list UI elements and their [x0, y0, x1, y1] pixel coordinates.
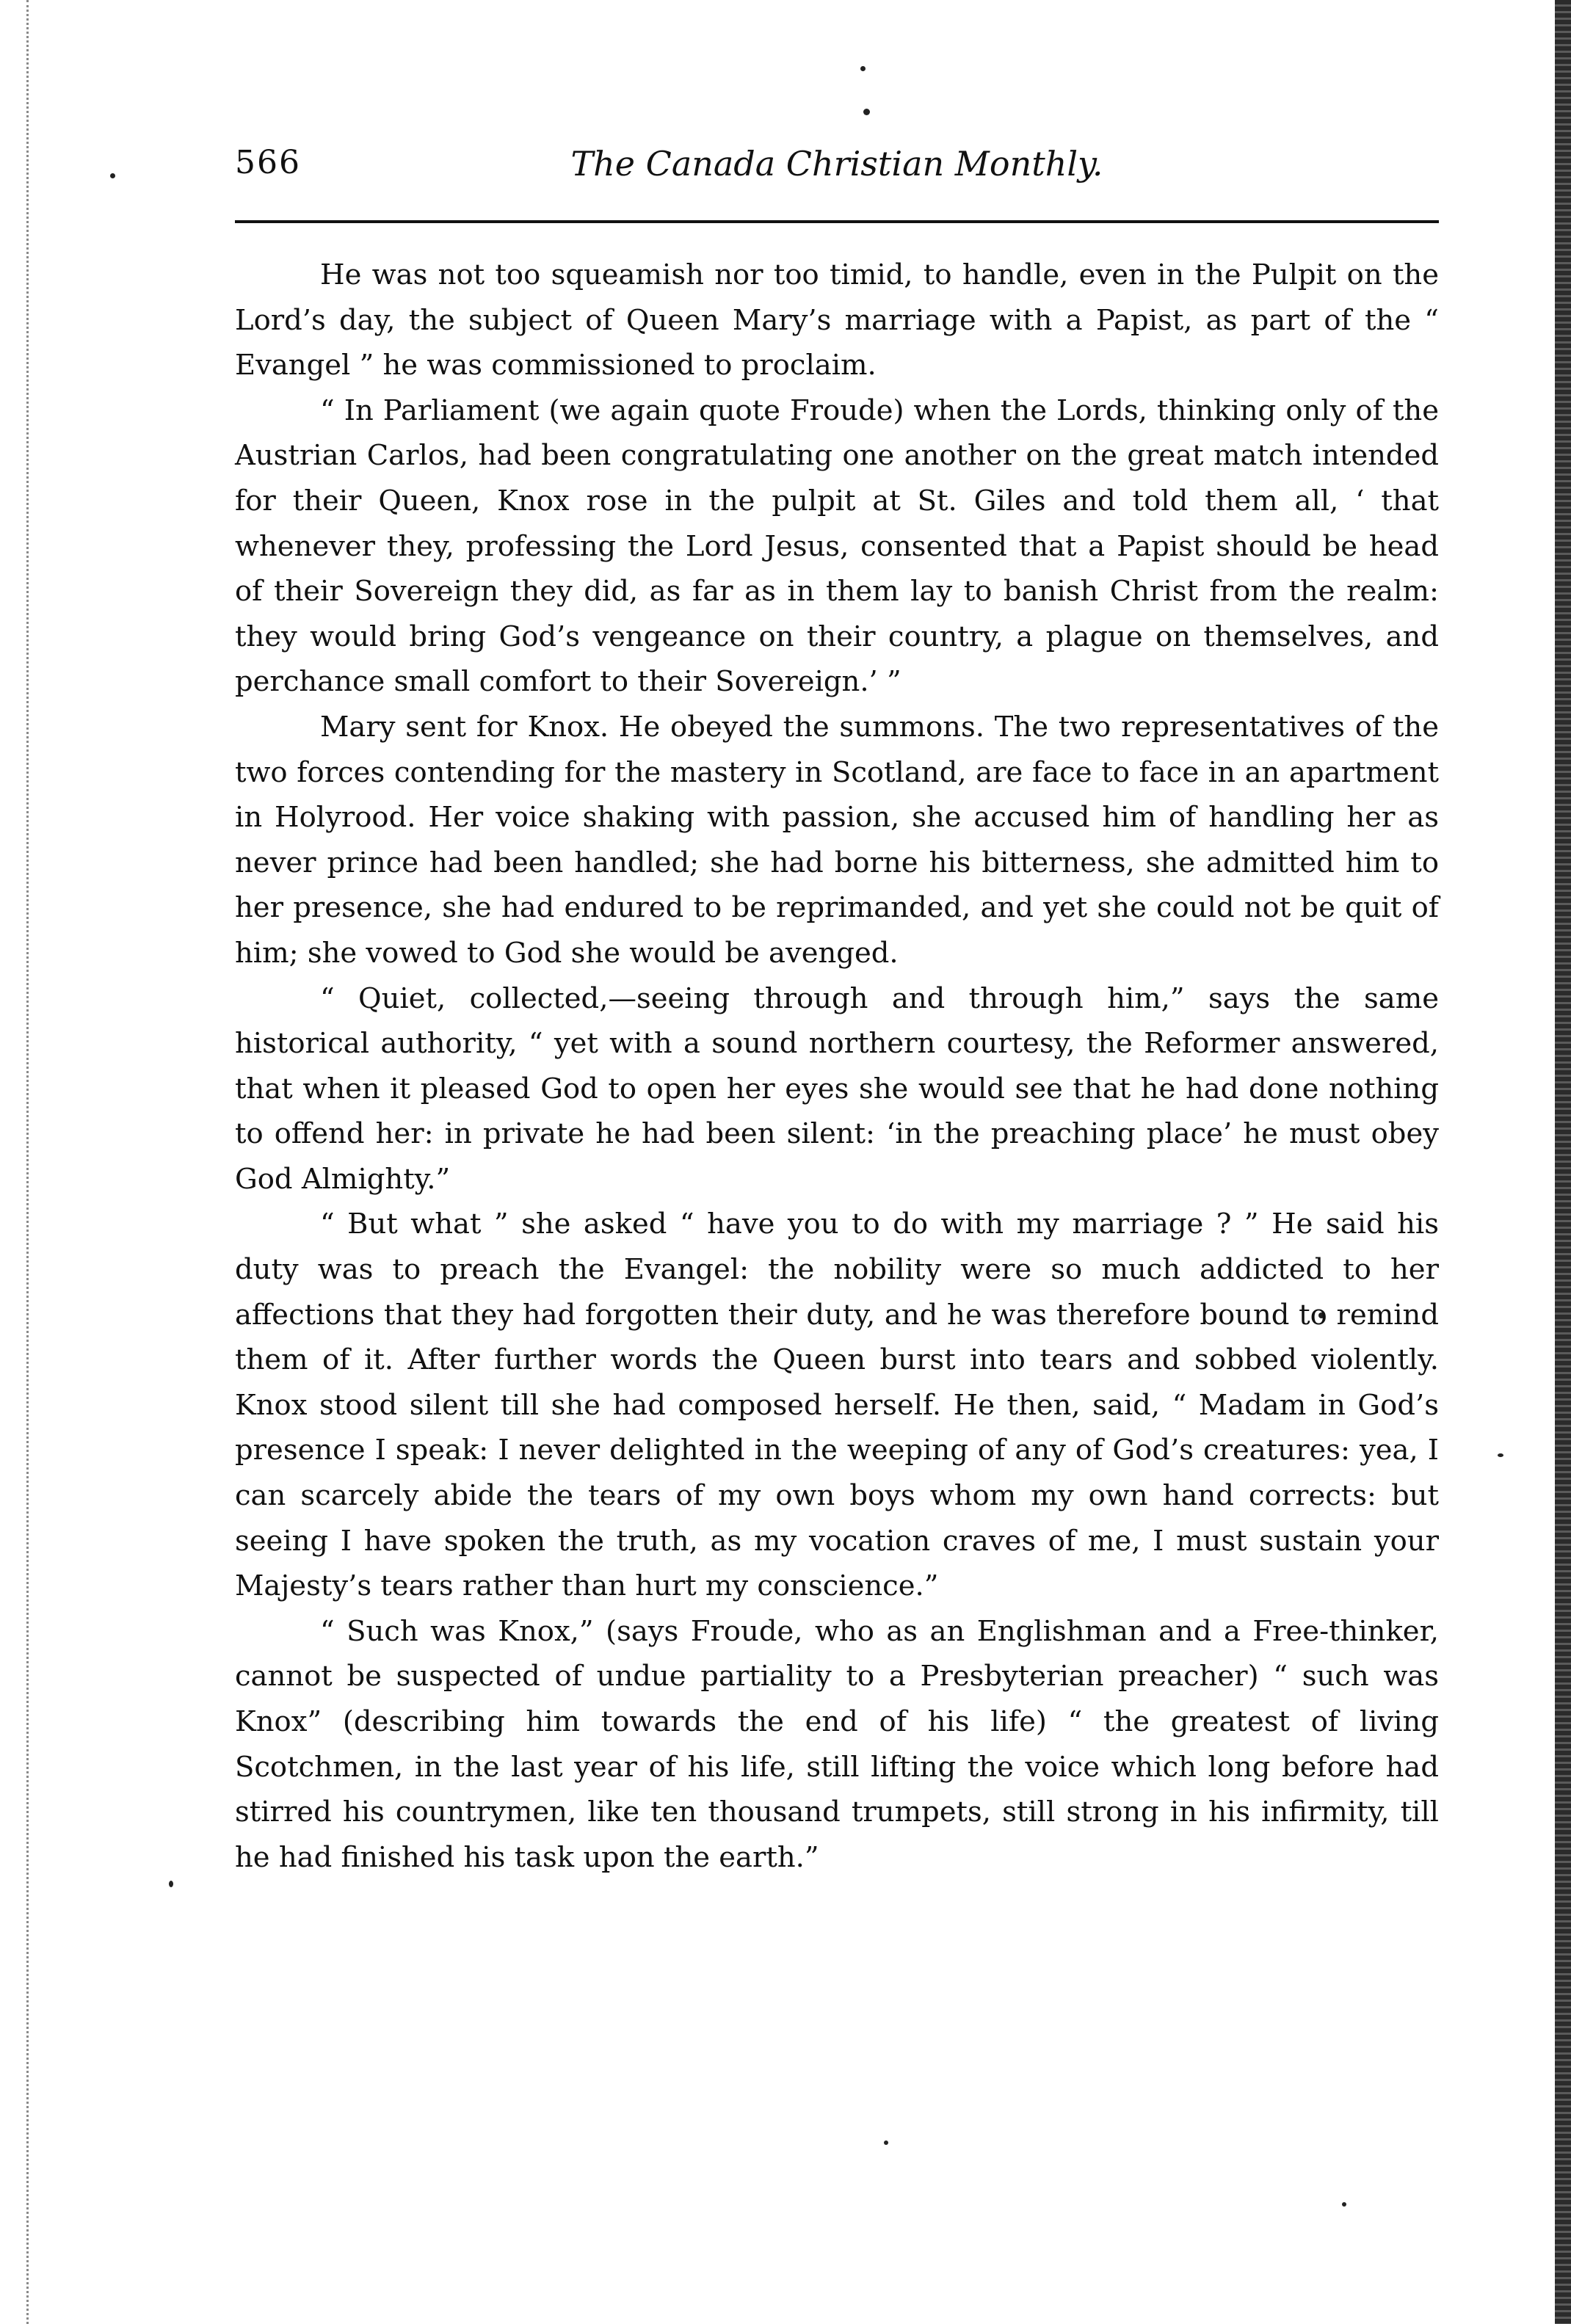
- page-number: 566: [235, 144, 301, 181]
- paragraph: “ In Parliament (we again quote Froude) when the Lords, thinking only of the Austrian Carlos, had been congratulating one another on the great match intended for their Queen, Knox rose in the pulpit at St. Giles and told them all, ‘ that whenever they, professing the Lord Jesus, consented that a Papist should be head of their Sovereign they did, as far as in them lay to banish Christ from the realm: they would bring God’s vengeance on their country, a plague on themselves, and perchance small comfort to their Sovereign.’ ”: [235, 393, 1439, 699]
- paragraph: Mary sent for Knox. He obeyed the summons. The two representatives of the two forces contending for the mastery in Scotland, are face to face in an apartment in Holyrood. Her voice shaking with passion, she accused him of handling her as never prince had been handled; she had borne his bitterness, she admitted him to her presence, she had endured to be reprimanded, and yet she could not be quit of him; she vowed to God she would be avenged.: [235, 710, 1439, 970]
- paragraph: “ Quiet, collected,—seeing through and through him,” says the same historical authority, “ yet with a sound northern courtesy, the Reformer answered, that when it pleased God to open her eyes she would see that he had done nothing to offend her: in private he had been silent: ‘in the preaching place’ he must obey God Almighty.”: [235, 981, 1439, 1196]
- article-body: [235, 253, 1439, 1880]
- running-title: The Canada Christian Monthly.: [570, 144, 1103, 184]
- binding-edge-left: [26, 0, 29, 2324]
- paragraph: “ But what ” she asked “ have you to do with my marriage ? ” He said his duty was to preach the Evangel: the nobility were so much addicted to her affections that they had forgotten their duty, and he was therefore bound to remind them of it. After further words the Queen burst into tears and sobbed violently. Knox stood silent till she had composed herself. He then, said, “ Madam in God’s presence I speak: I never delighted in the weeping of any of God’s creatures: yea, I can scarcely abide the tears of my own boys whom my own hand corrects: but seeing I have spoken the truth, as my vocation craves of me, I must sustain your Majesty’s tears rather than hurt my conscience.”: [235, 1208, 1439, 1603]
- paragraph: He was not too squeamish nor too timid, to handle, even in the Pulpit on the Lord’s day, the subject of Queen Mary’s marriage with a Papist, as part of the “ Evangel ” he was commissioned to proclaim.: [235, 258, 1439, 382]
- binding-edge-right: [1555, 0, 1571, 2324]
- header-rule: [235, 220, 1439, 223]
- page-header: [235, 144, 1439, 203]
- paragraph: “ Such was Knox,” (says Froude, who as an Englishman and a Free-thinker, cannot be suspected of undue partiality to a Presbyterian preacher) “ such was Knox” (describing him towards the end of his life) “ the greatest of living Scotchmen, in the last year of his life, still lifting the voice which long before had stirred his countrymen, like ten thousand trumpets, still strong in his infirmity, till he had finished his task upon the earth.”: [235, 1614, 1439, 1874]
